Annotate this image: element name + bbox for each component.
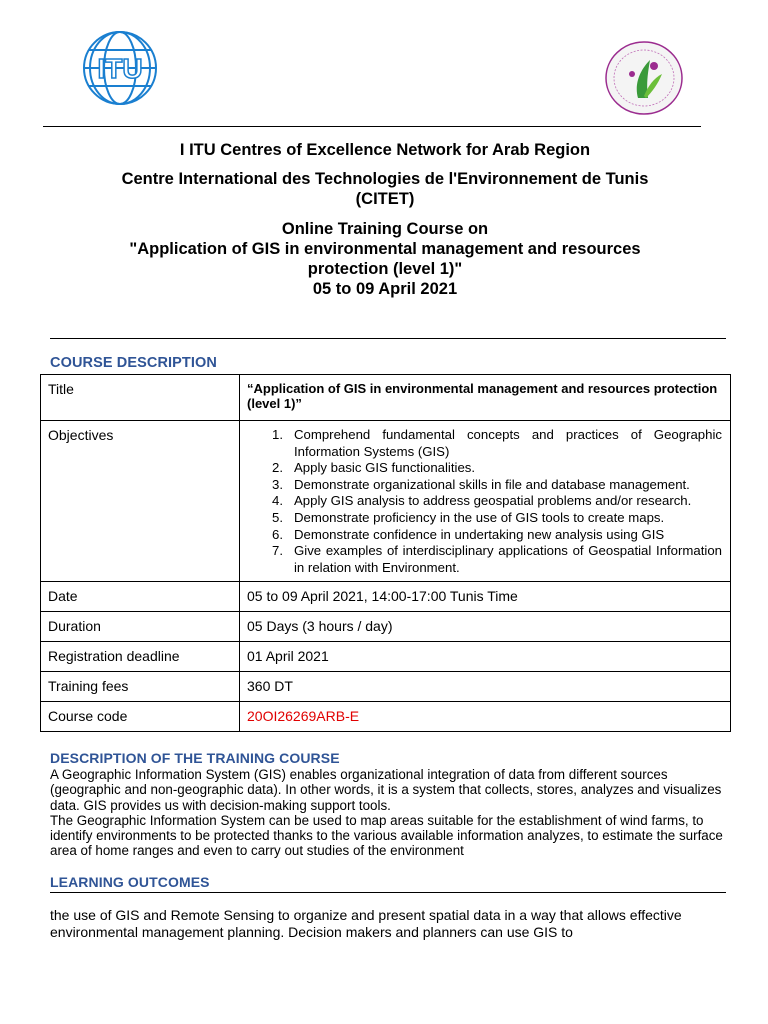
itu-logo-text: ITU — [97, 53, 143, 84]
learning-outcomes-heading: LEARNING OUTCOMES — [50, 874, 210, 890]
table-row-deadline — [41, 642, 731, 672]
itu-logo — [80, 28, 160, 108]
table-row-title — [41, 375, 731, 421]
date-value: 05 to 09 April 2021, 14:00-17:00 Tunis Time — [240, 582, 731, 612]
objectives-cell — [240, 421, 731, 582]
list-item: 4. Apply GIS analysis to address geospatial problems and/or research. — [272, 493, 692, 509]
training-description-heading: DESCRIPTION OF THE TRAINING COURSE — [50, 750, 340, 766]
row-label: Objectives — [41, 421, 240, 582]
header-network: I ITU Centres of Excellence Network for Arab Region — [179, 141, 591, 159]
table-row-code — [41, 702, 731, 732]
table-row-fees — [41, 672, 731, 702]
row-label: Training fees — [41, 672, 240, 702]
header-course: Online Training Course on "Application of GIS in environmental management and resources protection (level 1)" 05 to 09 April 2021 — [40, 219, 730, 299]
row-label: Duration — [41, 612, 240, 642]
list-item: 2. Apply basic GIS functionalities. — [272, 460, 476, 476]
header-dates: 05 to 09 April 2021 — [312, 280, 458, 298]
row-label: Registration deadline — [41, 642, 240, 672]
header-centre: Centre International des Technologies de l'Environnement de Tunis (CITET) — [121, 170, 649, 208]
training-description-text: A Geographic Information System (GIS) enables organizational integration of data from different sources (geographic and non-geographic data). In other words, it is a system that collects, stores, analyzes and visualizes data. GIS provides us with decision-making support tools. The Geographic Information System can be used to map areas suitable for the establishment of wind farms, to identify environments to be protected thanks to the various available information analyzes, to estimate the surface area of home ranges and even to carry out studies of the environment — [50, 767, 723, 859]
row-label: Course code — [41, 702, 240, 732]
table-row-objectives — [41, 421, 731, 582]
list-item: 3. Demonstrate organizational skills in file and database management. — [272, 476, 690, 492]
header-divider-bottom — [50, 338, 726, 339]
document-header — [40, 140, 730, 299]
row-label: Date — [41, 582, 240, 612]
objectives-list — [247, 427, 722, 576]
table-row-date — [41, 582, 731, 612]
course-code-value: 20OI26269ARB-E — [240, 702, 731, 732]
list-item: 6. Demonstrate confidence in undertaking new analysis using GIS — [272, 526, 665, 542]
course-title-value: “Application of GIS in environmental management and resources protection (level 1)” — [240, 375, 731, 421]
learning-outcomes-text: the use of GIS and Remote Sensing to organize and present spatial data in a way that allows effective environmental management planning. Decision makers and planners can use GIS to — [50, 907, 682, 940]
list-item: 1. Comprehend fundamental concepts and practices of Geographic Information Systems (GIS) — [272, 427, 722, 459]
duration-value: 05 Days (3 hours / day) — [240, 612, 731, 642]
learning-outcomes-divider — [50, 892, 726, 893]
header-divider-top — [43, 126, 701, 127]
citet-logo — [604, 40, 684, 116]
row-label: Title — [41, 375, 240, 421]
fees-value: 360 DT — [240, 672, 731, 702]
course-description-table — [40, 374, 731, 732]
list-item: 7. Give examples of interdisciplinary applications of Geospatial Information in relation with Environment. — [272, 543, 722, 575]
list-item: 5. Demonstrate proficiency in the use of GIS tools to create maps. — [272, 509, 665, 525]
table-row-duration — [41, 612, 731, 642]
course-description-heading: COURSE DESCRIPTION — [50, 355, 217, 371]
deadline-value: 01 April 2021 — [240, 642, 731, 672]
